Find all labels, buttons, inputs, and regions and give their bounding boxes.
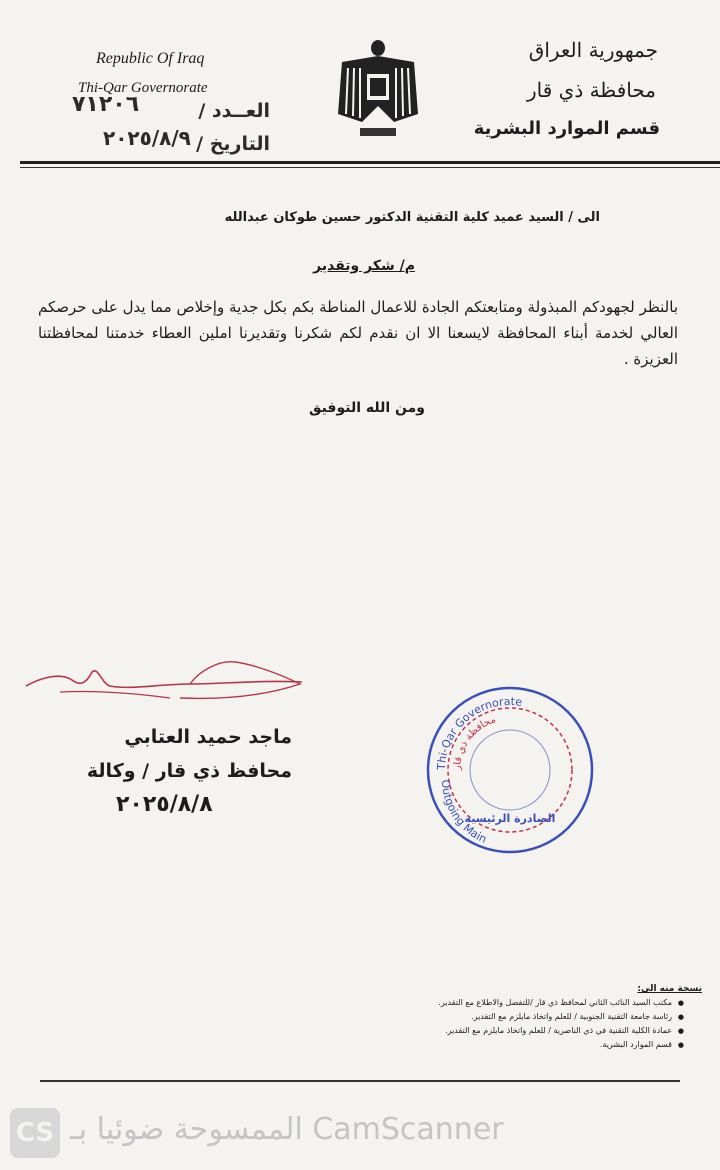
- stamp-en-bottom: Outgoing Main: [438, 779, 489, 846]
- ar-country: جمهورية العراق: [528, 38, 658, 62]
- copies-item: ● رئاسة جامعة التقنية الجنوبية / للعلم واتخاذ مايلزم مع التقدير.: [264, 1010, 684, 1024]
- footer-divider: [40, 1080, 680, 1082]
- header-divider: [20, 161, 720, 164]
- signature-date: ٢٠٢٥/٨/٨: [116, 792, 213, 817]
- camscanner-watermark-text: الممسوحة ضوئيا بـ CamScanner: [70, 1112, 504, 1147]
- subject-line: م/ شكر وتقدير: [313, 258, 415, 274]
- official-stamp: [420, 680, 600, 860]
- stamp-ar-ring: محافظة ذي قار: [451, 714, 498, 771]
- en-governorate: Thi-Qar Governorate: [78, 80, 208, 96]
- ar-governorate: محافظة ذي قار: [527, 78, 656, 102]
- number-label: العــدد /: [198, 100, 270, 122]
- copies-heading: نسخة منه الى:: [637, 984, 702, 994]
- header-divider-thin: [20, 167, 720, 168]
- en-country: Republic Of Iraq: [96, 50, 205, 67]
- camscanner-logo-icon: CS: [10, 1108, 60, 1158]
- letter-paragraph: بالنظر لجهودكم المبذولة ومتابعتكم الجادة للاعمال المناطة بكم بكل جدية وإخلاص مما يدل على حرصكم العالي لخدمة أبناء المحافظة لايسعنا الا ان نقدم لكم شكرنا وتقديرنا املين العطاء خدمتنا لمحافظتنا العزيزة .: [38, 298, 678, 368]
- copies-item: ● مكتب السيد النائب الثاني لمحافظ ذي قار /للتفضل والاطلاع مع التقدير.: [264, 996, 684, 1010]
- copies-list: [264, 996, 684, 1052]
- copies-item: ● قسم الموارد البشرية.: [264, 1038, 684, 1052]
- signer-title: محافظ ذي قار / وكالة: [86, 760, 292, 782]
- recipient-line: الى / السيد عميد كلية التقنية الدكتور حسين طوكان عبدالله: [224, 210, 600, 225]
- copies-item: ● عمادة الكلية التقنية في ذي الناصرية / للعلم واتخاذ مايلزم مع التقدير.: [264, 1024, 684, 1038]
- number-value: ٧١٢٠٦: [72, 92, 140, 117]
- ar-department: قسم الموارد البشرية: [473, 118, 660, 139]
- signer-name: ماجد حميد العتابي: [124, 726, 292, 748]
- stamp-en-top: Thi-Qar Governorate: [434, 694, 523, 771]
- date-value: ٢٠٢٥/٨/٩: [103, 126, 191, 150]
- handwritten-signature: [20, 650, 310, 710]
- date-label: التاريخ /: [196, 133, 270, 155]
- stamp-ar-bottom: الصادرة الرئيسية: [464, 812, 556, 825]
- iraq-eagle-emblem-icon: [332, 36, 424, 142]
- closing-line: ومن الله التوفيق: [308, 400, 425, 416]
